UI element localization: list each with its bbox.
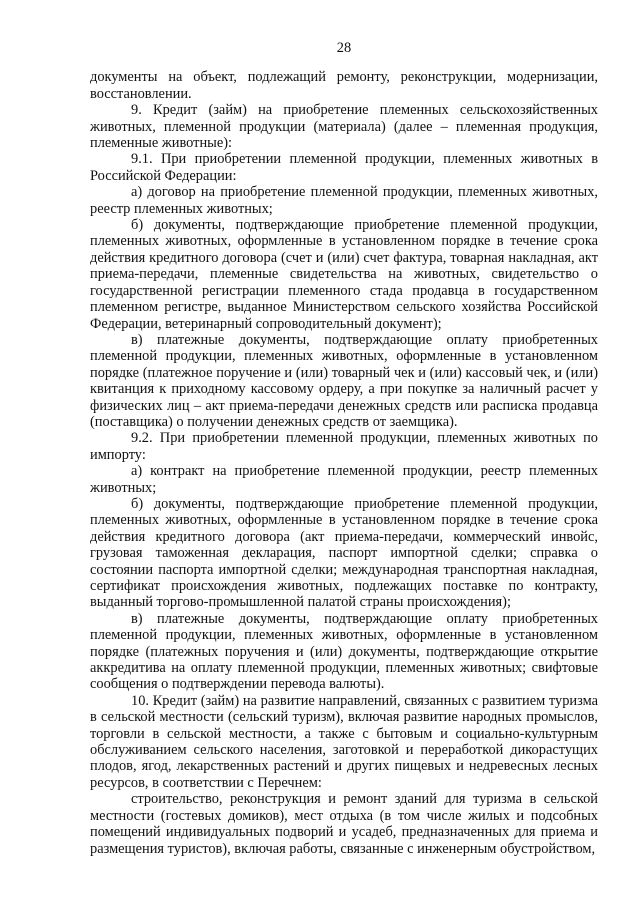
paragraph: 9. Кредит (займ) на приобретение племенных сельскохозяйственных животных, племенной продукции (материала) (далее – племенная продукция, племенные животные):: [90, 102, 598, 152]
paragraph: б) документы, подтверждающие приобретение племенной продукции, племенных животных, оформленные в установленном порядке в течение срока действия кредитного договора (акт приема-передачи, коммерческий инвойс, грузовая таможенная декларация, паспорт импортной сделки; справка о состоянии паспорта импортной сделки; международная транспортная накладная, сертификат происхождения животных, подлежащих поставке по контракту, выданный торгово-промышленной палатой страны происхождения);: [90, 495, 598, 611]
paragraph: 9.2. При приобретении племенной продукции, племенных животных по импорту:: [90, 430, 598, 463]
paragraph: а) договор на приобретение племенной продукции, племенных животных, реестр племенных животных;: [90, 184, 598, 217]
document-page: [90, 40, 598, 857]
paragraph: а) контракт на приобретение племенной продукции, реестр племенных животных;: [90, 463, 598, 496]
paragraph: в) платежные документы, подтверждающие оплату приобретенных племенной продукции, племенных животных, оформленные в установленном порядке (платежных поручения и (или) документы, подтверждающие открытие аккредитива на оплату племенной продукции, племенных животных; свифтовые сообщения о подтверждении перевода валюты).: [90, 610, 598, 693]
paragraph: документы на объект, подлежащий ремонту, реконструкции, модернизации, восстановлении.: [90, 69, 598, 102]
document-body: [90, 69, 598, 857]
paragraph: 9.1. При приобретении племенной продукции, племенных животных в Российской Федерации:: [90, 151, 598, 184]
paragraph: в) платежные документы, подтверждающие оплату приобретенных племенной продукции, племенных животных, оформленные в установленном порядке (платежное поручение и (или) товарный чек и (или) кассовый чек, и (или) квитанция к приходному кассовому ордеру, а при покупке за наличный расчет у физических лиц – акт приема-передачи денежных средств или расписка продавца (поставщика) о получении денежных средств от заемщика).: [90, 331, 598, 430]
paragraph: 10. Кредит (займ) на развитие направлений, связанных с развитием туризма в сельской местности (сельский туризм), включая развитие народных промыслов, торговли в сельской местности, а также с бытовым и социально-культурным обслуживанием сельского населения, заготовкой и переработкой дикорастущих плодов, ягод, лекарственных растений и других пищевых и недревесных лесных ресурсов, в соответствии с Перечнем:: [90, 692, 598, 791]
page-number: 28: [336, 40, 352, 56]
paragraph: строительство, реконструкция и ремонт зданий для туризма в сельской местности (гостевых домиков), мест отдыха (в том числе жилых и подсобных помещений индивидуальных подворий и усадеб, предназначенных для приема и размещения туристов), включая работы, связанные с инженерным обустройством,: [90, 791, 598, 857]
paragraph: б) документы, подтверждающие приобретение племенной продукции, племенных животных, оформленные в установленном порядке в течение срока действия кредитного договора (счет и (или) счет фактура, товарная накладная, акт приема-передачи, племенные свидетельства на животных, свидетельство о государственной регистрации племенного стада продавца в государственном племенном регистре, выданное Министерством сельского хозяйства Российской Федерации, ветеринарный сопроводительный документ);: [90, 217, 598, 332]
